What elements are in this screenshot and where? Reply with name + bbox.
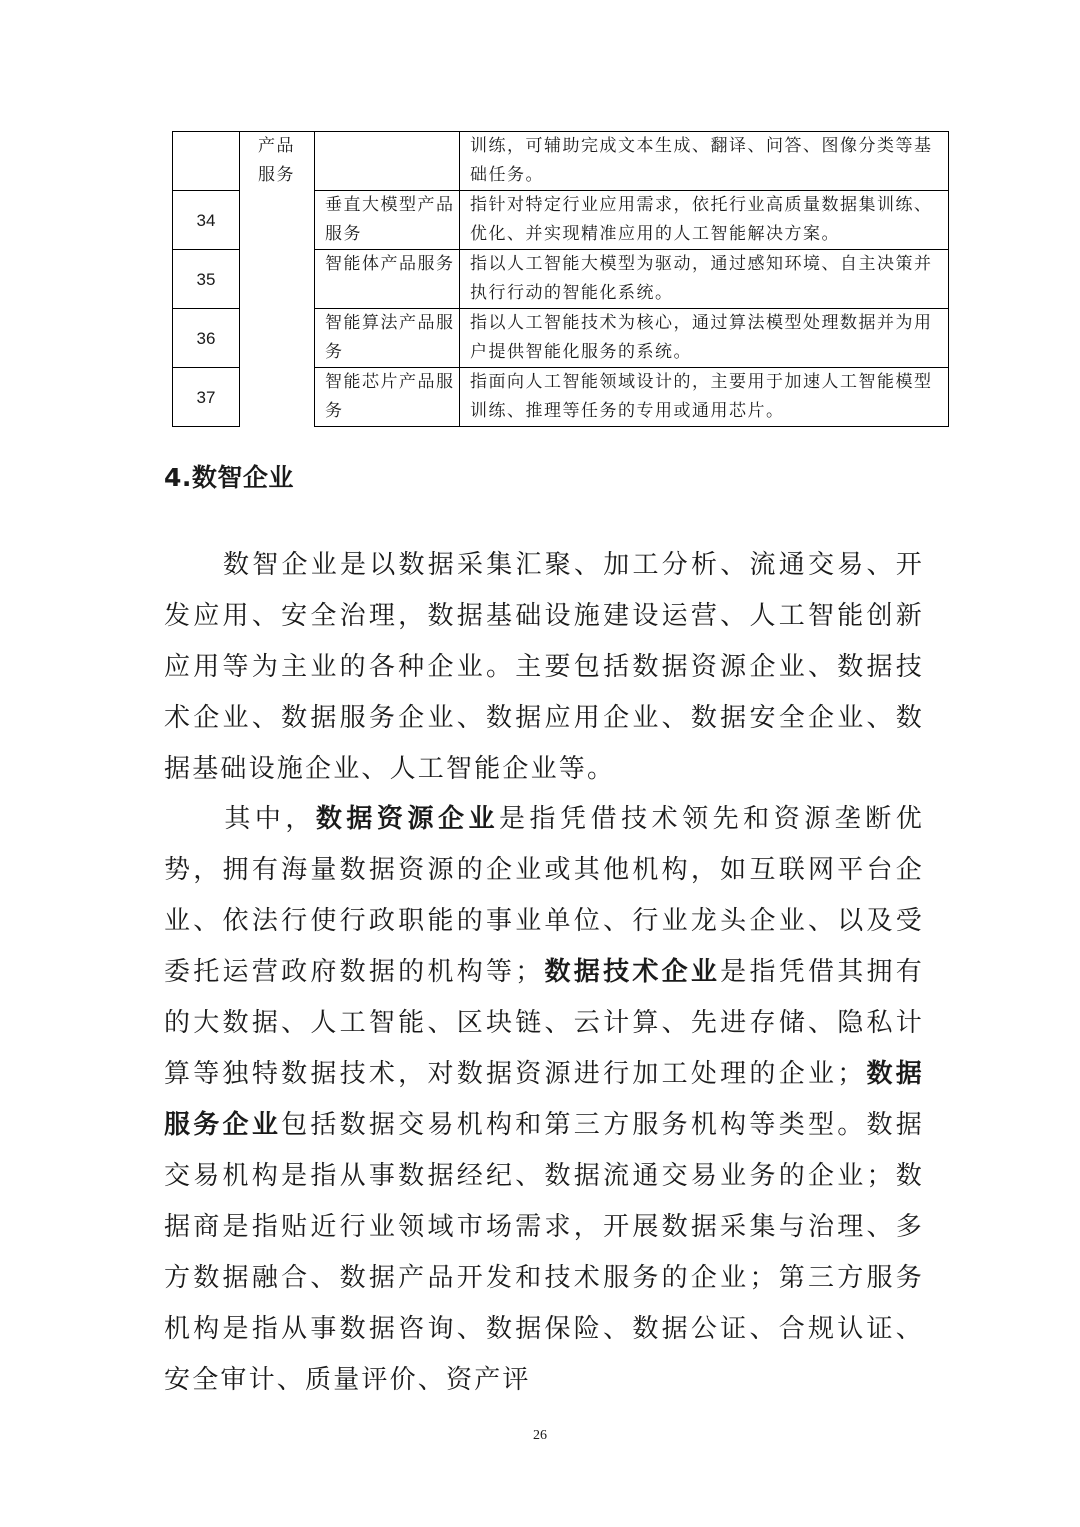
paragraph-text: 数智企业是以数据采集汇聚、加工分析、流通交易、开发应用、安全治理，数据基础设施建设运营、人工智能创新应用等为主业的各种企业。主要包括数据资源企业、数据技术企业、数据服务企业、数据应用企业、数据安全企业、数据基础设施企业、人工智能企业等。 [164,550,924,784]
row-number: 37 [173,368,240,427]
page-number: 26 [533,1428,547,1443]
paragraph-text: 包括数据交易机构和第三方服务机构等类型。数据交易机构是指从事数据经纪、数据流通交易业务的企业；数据商是指贴近行业领域市场需求，开展数据采集与治理、多方数据融合、数据产品开发和技术服务的企业；第三方服务机构是指从事数据咨询、数据保险、数据公证、合规认证、安全审计、质量评价、资产评 [164,1110,924,1395]
description-cell: 训练，可辅助完成文本生成、翻译、问答、图像分类等基础任务。 [460,132,949,191]
row-number: 34 [173,191,240,250]
subcategory-cell: 智能体产品服务 [315,250,460,309]
paragraph-text: 是指凭借其拥有的大数据、人工智能、区块链、云计算、先进存储、隐私计算等独特数据技术，对数据资源进行加工处理的企业； [164,957,924,1089]
description-cell: 指以人工智能大模型为驱动，通过感知环境、自主决策并执行行动的智能化系统。 [460,250,949,309]
category-table [172,131,949,427]
paragraph-detail [164,794,924,1406]
term-data-technology-enterprise: 数据技术企业 [543,957,721,987]
row-number: 36 [173,309,240,368]
subcategory-cell: 智能算法产品服务 [315,309,460,368]
category-label: 产品服务 [258,136,295,185]
term-data-resource-enterprise: 数据资源企业 [315,804,500,834]
paragraph-intro [164,540,924,795]
table-row [173,132,949,191]
subcategory-cell: 垂直大模型产品服务 [315,191,460,250]
section-heading: 4.数智企业 [164,463,294,492]
description-cell: 指面向人工智能领域设计的，主要用于加速人工智能模型训练、推理等任务的专用或通用芯片。 [460,368,949,427]
row-number [173,132,240,191]
description-cell: 指以人工智能技术为核心，通过算法模型处理数据并为用户提供智能化服务的系统。 [460,309,949,368]
paragraph-text: 是指凭借技术领先和资源垄断优势，拥有海量数据资源的企业或其他机构，如互联网平台企业、依法行使行政职能的事业单位、行业龙头企业、以及受委托运营政府数据的机构等； [164,804,924,987]
paragraph-text: 其中， [222,804,316,834]
description-cell: 指针对特定行业应用需求，依托行业高质量数据集训练、优化、并实现精准应用的人工智能解决方案。 [460,191,949,250]
subcategory-cell: 智能芯片产品服务 [315,368,460,427]
category-cell [240,132,315,427]
term-data-service-enterprise: 数据服务企业 [164,1059,924,1140]
row-number: 35 [173,250,240,309]
subcategory-cell [315,132,460,191]
